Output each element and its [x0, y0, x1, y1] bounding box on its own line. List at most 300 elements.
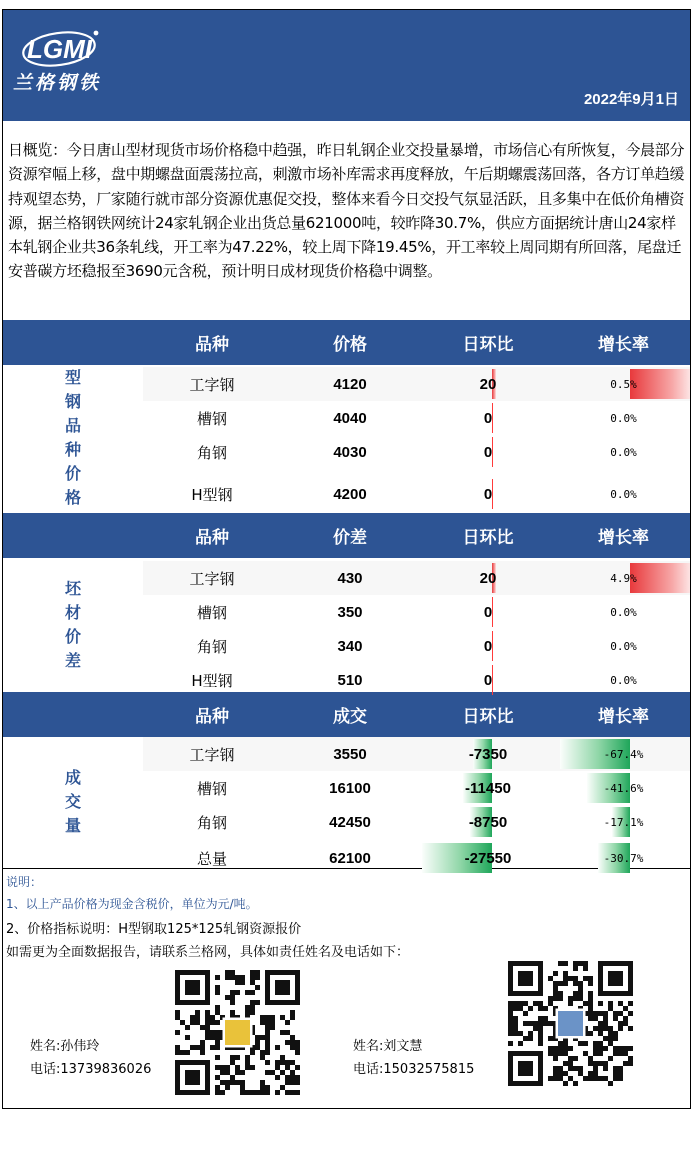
qr-module: [578, 981, 583, 986]
qr-module: [285, 1020, 290, 1025]
qr-module: [215, 1035, 220, 1040]
product-value: [281, 401, 419, 435]
column-header: 日环比: [462, 335, 514, 355]
qr-module: [613, 1036, 618, 1041]
qr-module: [618, 1051, 623, 1056]
qr-module: [603, 1076, 608, 1081]
daily-change-text: -11450: [465, 779, 511, 797]
qr-module: [598, 1021, 603, 1026]
qr-module: [240, 1070, 245, 1075]
product-value-text: 340: [337, 637, 363, 655]
table-row: [143, 737, 690, 771]
qr-module: [548, 1076, 553, 1081]
qr-module: [573, 966, 578, 971]
column-header: 价差: [333, 528, 367, 548]
qr-module: [250, 1050, 255, 1055]
qr-module: [175, 1050, 180, 1055]
daily-change-text: 20: [479, 569, 497, 587]
qr-module: [588, 1001, 593, 1006]
column-header: 品种: [195, 335, 229, 355]
qr-module: [603, 1016, 608, 1021]
qr-module: [563, 971, 568, 976]
qr-module: [593, 1076, 598, 1081]
qr-module: [508, 1016, 513, 1021]
qr-module: [583, 1001, 588, 1006]
qr-module: [608, 1006, 613, 1011]
qr-module: [295, 1050, 300, 1055]
qr-module: [533, 1001, 538, 1006]
qr-module: [260, 1055, 265, 1060]
qr-module: [598, 1051, 603, 1056]
daily-change-text: -7350: [468, 745, 508, 763]
qr-module: [578, 1071, 583, 1076]
qr-module: [215, 975, 220, 980]
qr-module: [528, 1006, 533, 1011]
qr-module: [623, 1061, 628, 1066]
qr-module: [528, 1036, 533, 1041]
qr-module: [190, 1020, 195, 1025]
qr-module: [588, 991, 593, 996]
product-name-text: 角钢: [196, 813, 227, 832]
qr-module: [553, 1056, 558, 1061]
qr-module: [225, 1085, 230, 1090]
qr-module: [210, 1045, 215, 1050]
qr-module: [285, 1060, 290, 1065]
growth-rate-text: 0.0%: [610, 445, 637, 459]
qr-module: [280, 1015, 285, 1020]
qr-module: [265, 1020, 270, 1025]
qr-module: [260, 1015, 265, 1020]
qr-module: [613, 1066, 618, 1071]
growth-rate: [557, 805, 690, 839]
qr-module: [225, 1070, 230, 1075]
qr-module: [285, 1030, 290, 1035]
column-header: 品种: [195, 528, 229, 548]
qr-module: [275, 1075, 280, 1080]
growth-rate-text: -30.7%: [603, 851, 644, 865]
qr-module: [563, 981, 568, 986]
qr-module: [623, 1046, 628, 1051]
qr-module: [588, 981, 593, 986]
qr-module: [548, 1021, 553, 1026]
product-name: [143, 629, 281, 663]
qr-module: [230, 1000, 235, 1005]
qr-module: [583, 1051, 588, 1056]
section-header-band: [3, 692, 690, 737]
qr-module: [195, 1010, 200, 1015]
qr-module: [290, 1060, 295, 1065]
qr-module: [260, 1050, 265, 1055]
growth-rate: [557, 561, 690, 595]
qr-module: [513, 1006, 518, 1011]
table-row: [143, 477, 690, 511]
qr-module: [628, 1061, 633, 1066]
qr-module: [235, 980, 240, 985]
qr-module: [588, 1071, 593, 1076]
qr-module: [255, 985, 260, 990]
qr-module: [573, 981, 578, 986]
qr-module: [593, 1046, 598, 1051]
daily-change-text: 0: [483, 603, 493, 621]
qr-module: [538, 1026, 543, 1031]
contact-1-name: 姓名:孙伟玲: [30, 1039, 100, 1054]
daily-change: [419, 561, 557, 595]
qr-module: [215, 1045, 220, 1050]
qr-module: [295, 1040, 300, 1045]
qr-module: [593, 1011, 598, 1016]
column-header: 价格: [333, 335, 367, 355]
product-name: [143, 561, 281, 595]
qr-module: [593, 1041, 598, 1046]
daily-change: [419, 477, 557, 511]
qr-module: [245, 1060, 250, 1065]
qr-module: [538, 1006, 543, 1011]
qr-module: [593, 1016, 598, 1021]
qr-module: [235, 975, 240, 980]
qr-module: [598, 1026, 603, 1031]
qr-module: [290, 1075, 295, 1080]
table-row: [143, 771, 690, 805]
daily-change-text: 0: [483, 637, 493, 655]
qr-module: [598, 1031, 603, 1036]
qr-module: [280, 1060, 285, 1065]
qr-module: [558, 1011, 583, 1036]
qr-module: [205, 1035, 210, 1040]
report-frame: [2, 9, 691, 1109]
section-body: [3, 558, 690, 692]
qr-module: [588, 1031, 593, 1036]
qr-module: [255, 1035, 260, 1040]
qr-module: [260, 1035, 265, 1040]
qr-module: [215, 1005, 220, 1010]
qr-module: [538, 1031, 543, 1036]
qr-module: [280, 1085, 285, 1090]
table-row: [143, 401, 690, 435]
growth-rate-text: 0.5%: [610, 377, 637, 391]
growth-rate: [557, 435, 690, 469]
qr-module: [295, 1045, 300, 1050]
column-header: 成交: [333, 707, 367, 727]
qr-module: [618, 1046, 623, 1051]
qr-module: [538, 1036, 543, 1041]
section-label: [3, 737, 143, 867]
qr-module: [533, 1021, 538, 1026]
product-value-text: 4120: [333, 375, 367, 393]
qr-module: [190, 1045, 195, 1050]
qr-module: [618, 1001, 623, 1006]
qr-module: [613, 1076, 618, 1081]
qr-module: [583, 966, 588, 971]
growth-rate: [557, 771, 690, 805]
report-header: [3, 10, 690, 121]
qr-module: [513, 1021, 518, 1026]
qr-module: [225, 1065, 230, 1070]
qr-module: [280, 1030, 285, 1035]
qr-module: [185, 1050, 190, 1055]
qr-module: [563, 961, 568, 966]
qr-module: [255, 1045, 260, 1050]
qr-module: [568, 996, 573, 1001]
qr-module: [240, 980, 245, 985]
qr-module: [245, 1065, 250, 1070]
qr-module: [270, 1070, 275, 1075]
qr-module: [215, 985, 220, 990]
qr-code-1: [175, 970, 300, 1095]
daily-change: [419, 435, 557, 469]
qr-module: [548, 1051, 553, 1056]
qr-module: [250, 1000, 255, 1005]
qr-module: [270, 1015, 275, 1020]
growth-rate-text: -17.1%: [603, 815, 644, 829]
qr-module: [175, 1030, 180, 1035]
qr-module: [508, 1041, 513, 1046]
qr-module: [250, 980, 255, 985]
qr-module: [180, 1020, 185, 1025]
growth-rate-text: 0.0%: [610, 639, 637, 653]
note-line-3: 如需更为全面数据报告，请联系兰格网，具体如责任姓名及电话如下：: [6, 945, 410, 960]
product-name: [143, 401, 281, 435]
product-value: [281, 805, 419, 839]
qr-module: [185, 1070, 200, 1085]
qr-module: [583, 961, 588, 966]
growth-rate-text: 0.0%: [610, 673, 637, 687]
qr-module: [523, 1011, 528, 1016]
qr-module: [588, 1011, 593, 1016]
qr-module: [623, 1021, 628, 1026]
qr-module: [240, 975, 245, 980]
qr-module: [628, 1026, 633, 1031]
qr-module: [543, 1021, 548, 1026]
product-name: [143, 435, 281, 469]
qr-module: [553, 1071, 558, 1076]
qr-module: [250, 975, 255, 980]
qr-module: [508, 1006, 513, 1011]
qr-module: [538, 1016, 543, 1021]
qr-module: [285, 1090, 290, 1095]
daily-change-text: -27550: [464, 849, 512, 867]
product-name-text: 角钢: [196, 637, 227, 656]
column-header: 增长率: [598, 528, 649, 548]
qr-module: [200, 1040, 205, 1045]
qr-module: [593, 1026, 598, 1031]
qr-module: [613, 1071, 618, 1076]
qr-module: [568, 1076, 573, 1081]
qr-module: [205, 1010, 210, 1015]
growth-rate-text: 0.0%: [610, 487, 637, 501]
qr-module: [215, 1030, 220, 1035]
qr-module: [225, 995, 230, 1000]
product-name: [143, 477, 281, 511]
qr-module: [628, 1001, 633, 1006]
qr-module: [235, 1065, 240, 1070]
qr-module: [628, 1046, 633, 1051]
qr-module: [608, 1081, 613, 1086]
qr-module: [205, 1030, 210, 1035]
qr-module: [553, 1066, 558, 1071]
qr-module: [568, 1056, 573, 1061]
daily-change: [419, 805, 557, 839]
qr-module: [613, 1011, 618, 1016]
qr-module: [275, 1045, 280, 1050]
qr-module: [200, 1050, 205, 1055]
qr-module: [205, 1015, 210, 1020]
qr-module: [265, 1035, 270, 1040]
qr-module: [290, 1010, 295, 1015]
growth-rate-text: 4.9%: [610, 571, 637, 585]
product-value: [281, 595, 419, 629]
daily-change-text: 0: [483, 409, 493, 427]
qr-module: [553, 986, 558, 991]
contact-2-phone: 电话:15032575815: [353, 1062, 475, 1077]
qr-module: [628, 1056, 633, 1061]
qr-module: [553, 1076, 558, 1081]
qr-module: [623, 1051, 628, 1056]
qr-module: [578, 996, 583, 1001]
qr-module: [548, 1036, 553, 1041]
qr-module: [190, 1015, 195, 1020]
qr-module: [260, 1085, 265, 1090]
qr-module: [583, 976, 588, 981]
qr-module: [558, 961, 563, 966]
qr-module: [563, 1081, 568, 1086]
qr-module: [285, 1075, 290, 1080]
qr-module: [618, 1066, 623, 1071]
qr-module: [508, 1001, 513, 1006]
qr-module: [613, 1046, 618, 1051]
qr-module: [603, 1036, 608, 1041]
qr-module: [553, 1051, 558, 1056]
daily-change: [419, 367, 557, 401]
qr-module: [523, 1021, 528, 1026]
daily-change-text: 0: [483, 485, 493, 503]
product-value-text: 62100: [329, 849, 371, 867]
qr-module: [588, 1006, 593, 1011]
qr-module: [558, 1076, 563, 1081]
qr-module: [235, 1055, 240, 1060]
column-header: 日环比: [462, 707, 514, 727]
qr-module: [255, 975, 260, 980]
qr-module: [578, 986, 583, 991]
qr-module: [568, 1001, 573, 1006]
qr-module: [235, 1070, 240, 1075]
qr-module: [598, 1076, 603, 1081]
qr-module: [598, 1041, 603, 1046]
qr-module: [523, 1036, 528, 1041]
qr-module: [275, 1060, 280, 1065]
daily-change: [419, 737, 557, 771]
qr-module: [563, 976, 568, 981]
qr-module: [255, 1090, 260, 1095]
qr-module: [225, 1080, 230, 1085]
qr-module: [215, 1020, 220, 1025]
qr-module: [265, 1085, 270, 1090]
qr-module: [558, 991, 563, 996]
product-value-text: 510: [337, 671, 363, 689]
qr-module: [578, 1041, 583, 1046]
qr-module: [205, 1025, 210, 1030]
qr-module: [260, 1090, 265, 1095]
product-name: [143, 805, 281, 839]
qr-module: [528, 1021, 533, 1026]
qr-module: [230, 1080, 235, 1085]
qr-module: [210, 1015, 215, 1020]
qr-module: [230, 1010, 235, 1015]
qr-module: [573, 1056, 578, 1061]
product-value: [281, 367, 419, 401]
qr-module: [523, 1001, 528, 1006]
qr-module: [225, 970, 230, 975]
qr-module: [568, 976, 573, 981]
qr-module: [275, 1090, 280, 1095]
column-header: 增长率: [598, 707, 649, 727]
qr-module: [618, 1071, 623, 1076]
qr-module: [553, 996, 558, 1001]
product-value: [281, 435, 419, 469]
note-line-1: 1、以上产品价格为现金含税价，单位为元/吨。: [6, 897, 258, 911]
qr-module: [553, 981, 558, 986]
qr-module: [245, 990, 250, 995]
qr-module: [518, 1001, 523, 1006]
qr-code-2: [508, 961, 633, 1086]
qr-module: [290, 1015, 295, 1020]
qr-module: [265, 1040, 270, 1045]
qr-module: [260, 1020, 265, 1025]
qr-module: [250, 990, 255, 995]
qr-module: [603, 1061, 608, 1066]
qr-module: [513, 1031, 518, 1036]
qr-module: [265, 1070, 270, 1075]
product-name-text: 总量: [196, 849, 227, 868]
qr-module: [230, 995, 235, 1000]
qr-module: [613, 1051, 618, 1056]
qr-module: [603, 1021, 608, 1026]
table-row: [143, 435, 690, 469]
growth-rate: [557, 629, 690, 663]
qr-module: [628, 1011, 633, 1016]
qr-module: [548, 996, 553, 1001]
product-name: [143, 771, 281, 805]
qr-module: [265, 1030, 270, 1035]
qr-module: [215, 1065, 220, 1070]
qr-module: [538, 1021, 543, 1026]
qr-module: [280, 1070, 285, 1075]
product-value: [281, 477, 419, 511]
product-value-text: 4040: [333, 409, 367, 427]
qr-module: [548, 976, 553, 981]
qr-module: [618, 1026, 623, 1031]
section-label: [3, 365, 143, 510]
qr-module: [210, 1030, 215, 1035]
qr-module: [265, 1015, 270, 1020]
product-value-text: 3550: [333, 745, 367, 763]
qr-module: [290, 1090, 295, 1095]
qr-module: [508, 1011, 513, 1016]
notes-section: [3, 868, 690, 1110]
qr-module: [573, 996, 578, 1001]
product-value: [281, 737, 419, 771]
qr-module: [568, 1066, 573, 1071]
qr-module: [608, 1056, 613, 1061]
qr-module: [573, 961, 578, 966]
qr-module: [573, 991, 578, 996]
qr-module: [578, 961, 583, 966]
qr-module: [603, 1026, 608, 1031]
qr-module: [513, 1001, 518, 1006]
column-header: 品种: [195, 707, 229, 727]
qr-module: [563, 1041, 568, 1046]
qr-module: [230, 1075, 235, 1080]
qr-module: [588, 1061, 593, 1066]
